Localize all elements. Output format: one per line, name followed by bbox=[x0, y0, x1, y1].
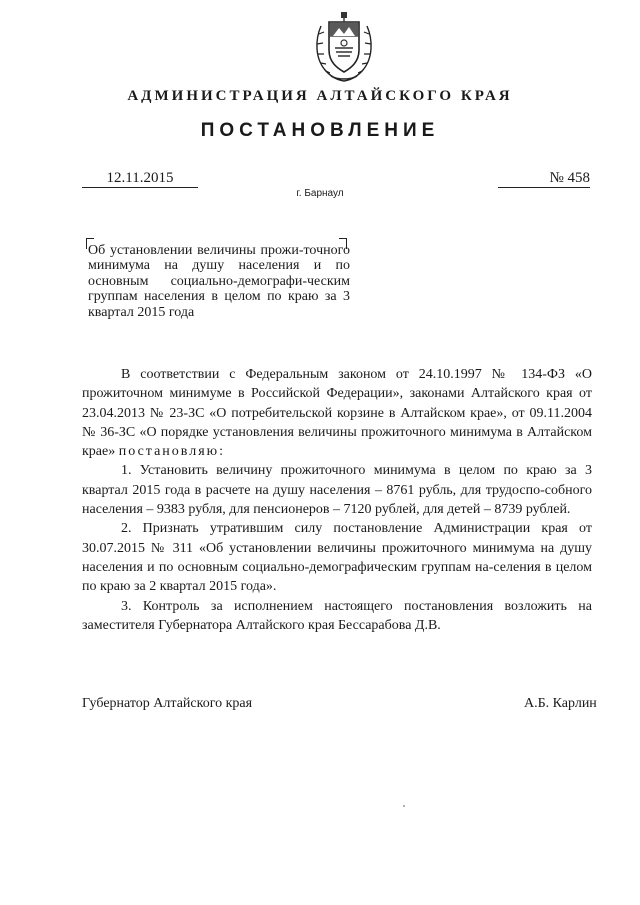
body-item-3: 3. Контроль за исполнением настоящего постановления возложить на заместителя Губернатора Алтайского края Бессарабова Д.В. bbox=[82, 598, 592, 633]
body-item-1: 1. Установить величину прожиточного минимума в целом по краю за 3 квартал 2015 года в расчете на душу населения – 8761 рубль, для трудоспо-собного населения – 9383 рубля, для пенсионеров – 7120 рублей, для детей – 8739 рублей. bbox=[82, 463, 592, 518]
document-type-title: ПОСТАНОВЛЕНИЕ bbox=[200, 120, 440, 141]
resolution-word: постановляю: bbox=[118, 444, 225, 460]
document-body bbox=[82, 365, 592, 635]
body-preamble bbox=[82, 365, 592, 461]
altai-krai-coat-of-arms-icon bbox=[311, 8, 377, 84]
organization-name: АДМИНИСТРАЦИЯ АЛТАЙСКОГО КРАЯ bbox=[127, 88, 513, 104]
document-subject: Об установлении величины прожи-точного минимума на душу населения и по основным социально-демографи-ческим группам населения в целом по краю за 3 квартал 2015 года bbox=[88, 243, 350, 320]
signatory-title: Губернатор Алтайского края bbox=[82, 696, 253, 711]
document-number: № 458 bbox=[549, 170, 590, 186]
preamble-text: В соответствии с Федеральным законом от 24.10.1997 № 134-ФЗ «О прожиточном минимуме в Российской Федерации», законами Алтайского края от 23.04.2013 № 23-ЗС «О потребительской корзине в Алтайском крае», от 09.11.2004 № 36-ЗС «О порядке установления величины прожиточного минимума в Алтайском крае» bbox=[82, 367, 592, 460]
signatory-name: А.Б. Карлин bbox=[524, 696, 597, 711]
document-date: 12.11.2015 bbox=[106, 170, 174, 186]
body-item-2: 2. Признать утратившим силу постановление Администрации края от 30.07.2015 № 311 «Об установлении величины прожиточного минимума на душу населения и по основным социально-демографическим группам на-селения в целом по краю за 2 квартал 2015 года». bbox=[82, 521, 592, 595]
scan-speck bbox=[403, 805, 405, 807]
document-city: г. Барнаул bbox=[296, 188, 344, 199]
